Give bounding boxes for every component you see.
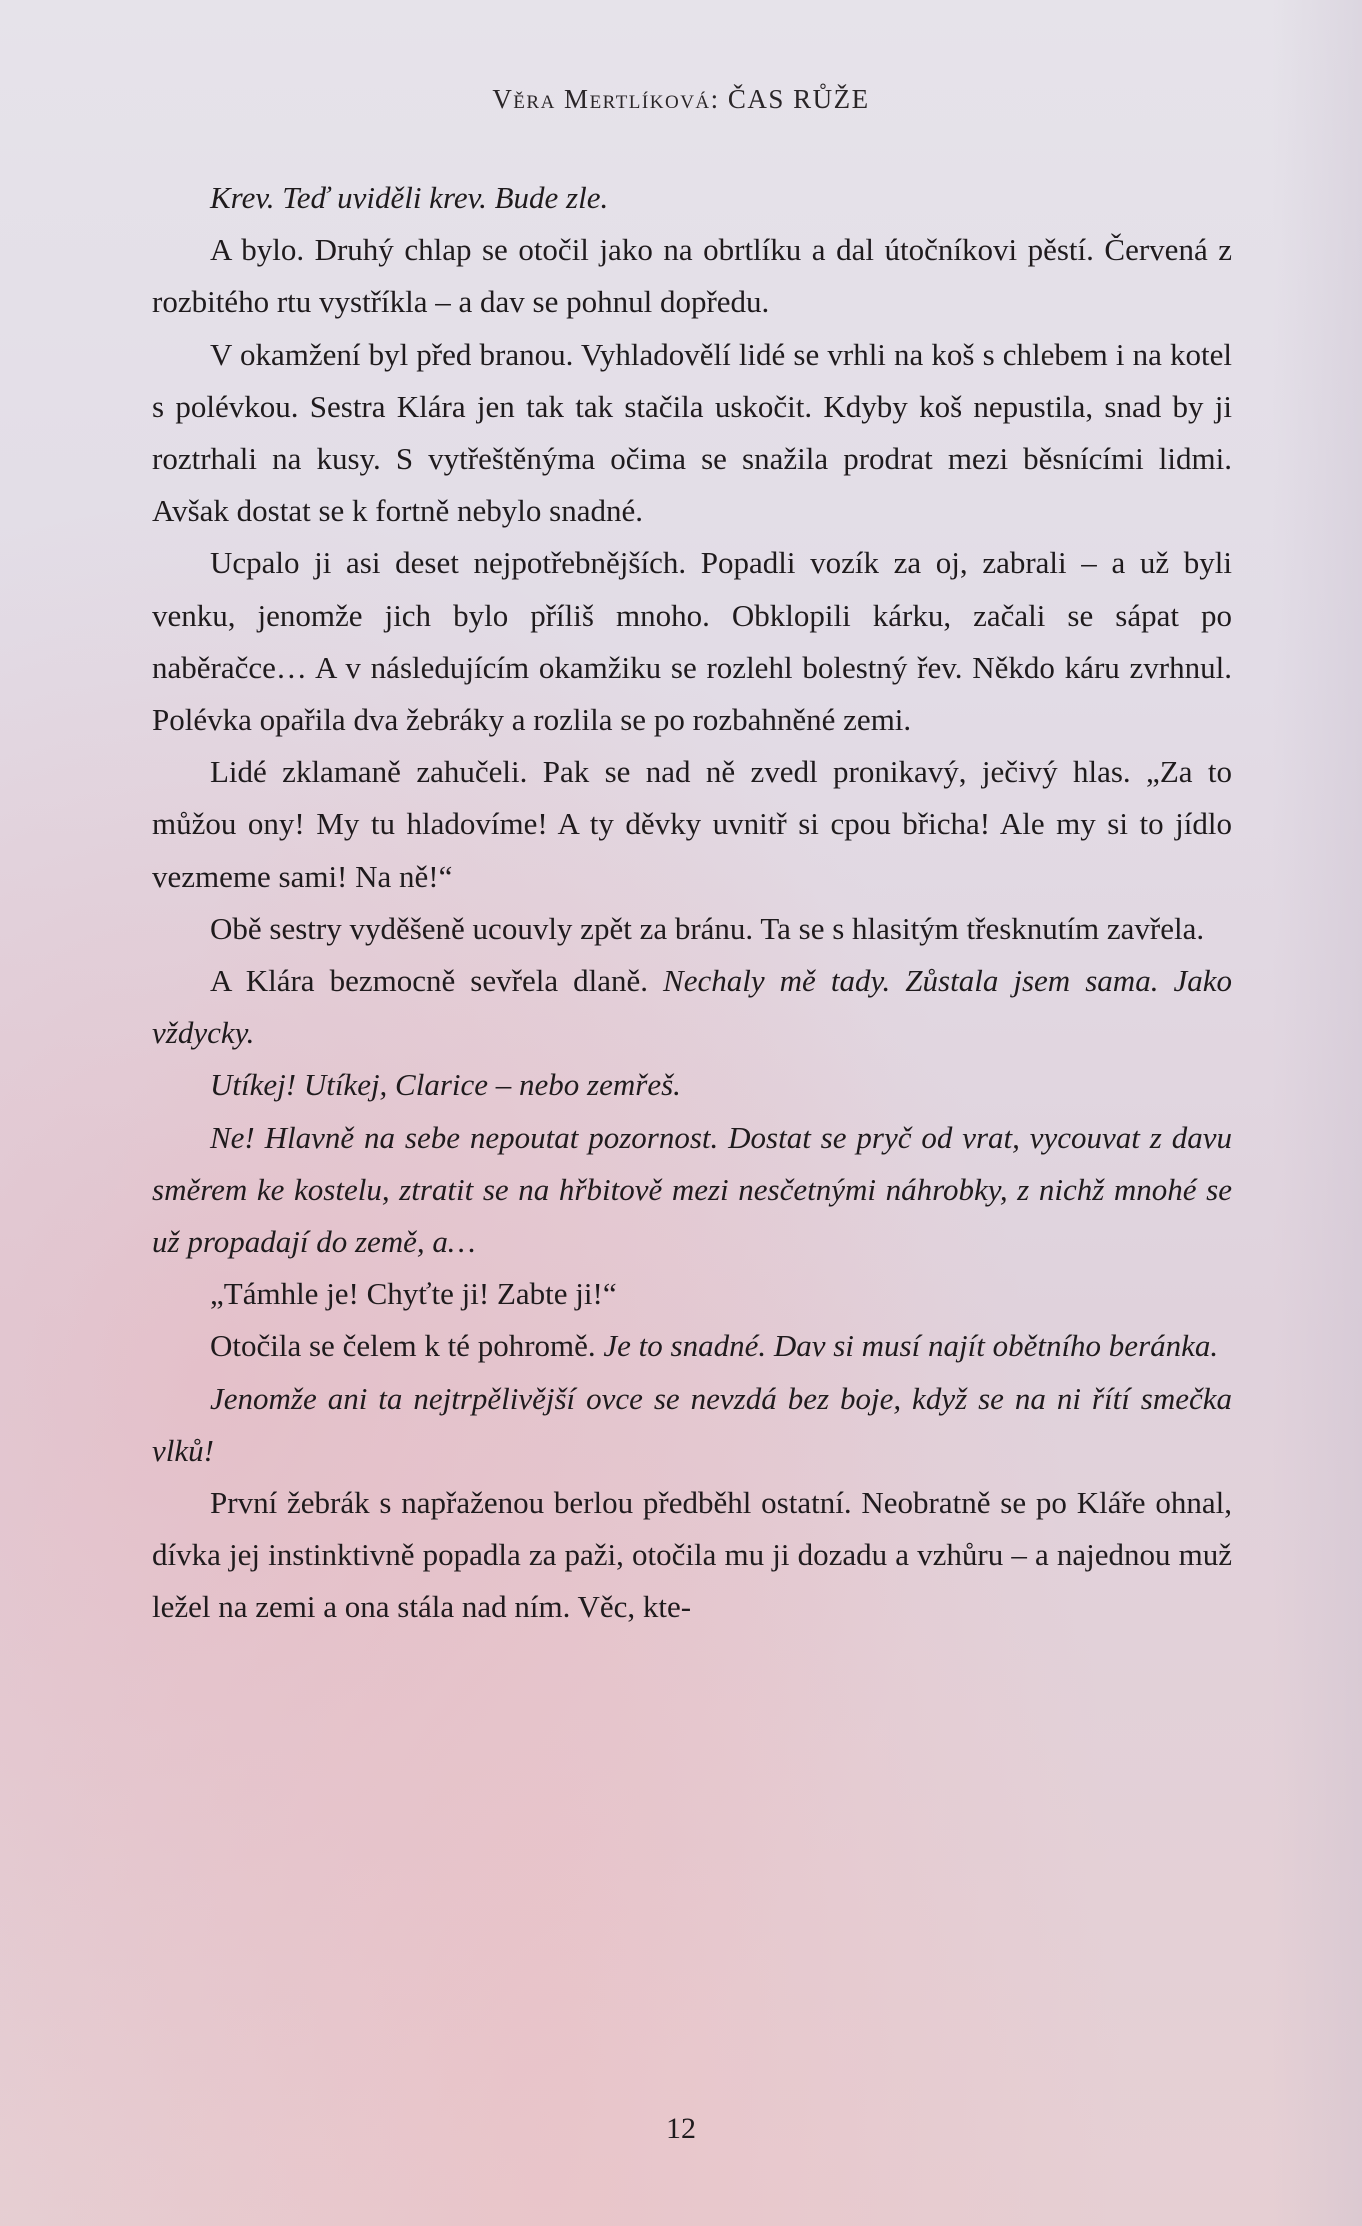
paragraph-11-italic: Je to snadné. Dav si musí najít obětního beránka. [603, 1328, 1219, 1364]
paragraph-1 [152, 172, 1232, 224]
paragraph-7-text: A Klára bezmocně sevřela dlaně. [210, 963, 664, 999]
header-author: Věra Mertlíková: [492, 84, 720, 114]
paragraph-3: V okamžení byl před branou. Vyhladovělí lidé se vrhli na koš s chlebem i na kotel s polévkou. Sestra Klára jen tak tak stačila uskočit. Kdyby koš nepustila, snad by ji roztrhali na kusy. S vytřeštěnýma očima se snažila prodrat mezi běsnícími lidmi. Avšak dostat se k fortně nebylo snadné. [152, 336, 1232, 529]
body-text [152, 172, 1232, 1634]
paragraph-1-italic: Krev. Teď uviděli krev. Bude zle. [210, 180, 609, 215]
paragraph-12-italic: Jenomže ani ta nejtrpělivější ovce se nevzdá bez boje, když se na ni řítí smečka vlků! [152, 1380, 1232, 1468]
paragraph-9 [152, 1112, 1232, 1269]
paragraph-7 [152, 955, 1232, 1059]
paragraph-12 [152, 1373, 1232, 1477]
paragraph-8 [152, 1059, 1232, 1111]
paragraph-11 [152, 1320, 1232, 1372]
paragraph-4: Ucpalo ji asi deset nejpotřebnějších. Popadli vozík za oj, zabrali – a už byli venku, jenomže jich bylo příliš mnoho. Obklopili kárku, začali se sápat po naběračce… A v následujícím okamžiku se rozlehl bolestný řev. Někdo káru zvrhnul. Polévka opařila dva žebráky a rozlila se po rozbahněné zemi. [152, 545, 1232, 738]
paragraph-6: Obě sestry vyděšeně ucouvly zpět za bránu. Ta se s hlasitým třesknutím zavřela. [210, 910, 1205, 946]
paragraph-8-italic: Utíkej! Utíkej, Clarice – nebo zemřeš. [210, 1067, 681, 1103]
paragraph-7-italic: Nechaly mě tady. Zůstala jsem sama. Jako vždycky. [152, 963, 1233, 1051]
paragraph-9-italic: Ne! Hlavně na sebe nepoutat pozornost. Dostat se pryč od vrat, vycouvat z davu směrem ke kostelu, ztratit se na hřbitově mezi nesčetnými náhrobky, z nichž mnohé se už propadají do země, a… [152, 1119, 1232, 1260]
paragraph-13: První žebrák s napřaženou berlou předběhl ostatní. Neobratně se po Kláře ohnal, dívka jej instinktivně popadla za paži, otočila mu ji dozadu a vzhůru – a najednou muž ležel na zemi a ona stála nad ním. Věc, kte- [152, 1485, 1232, 1625]
paragraph-11-text: Otočila se čelem k té pohromě. [210, 1328, 604, 1364]
running-header [0, 84, 1362, 115]
paragraph-5: Lidé zklamaně zahučeli. Pak se nad ně zvedl pronikavý, ječivý hlas. „Za to můžou ony! My tu hladovíme! A ty děvky uvnitř si cpou břicha! Ale my si to jídlo vezmeme sami! Na ně!“ [152, 754, 1232, 894]
page-number: 12 [666, 2112, 696, 2145]
paragraph-2: A bylo. Druhý chlap se otočil jako na obrtlíku a dal útočníkovi pěstí. Červená z rozbitého rtu vystříkla – a dav se pohnul dopředu. [152, 232, 1232, 320]
paragraph-10: „Támhle je! Chyťte ji! Zabte ji!“ [210, 1276, 617, 1312]
header-title: ČAS RŮŽE [727, 84, 870, 114]
